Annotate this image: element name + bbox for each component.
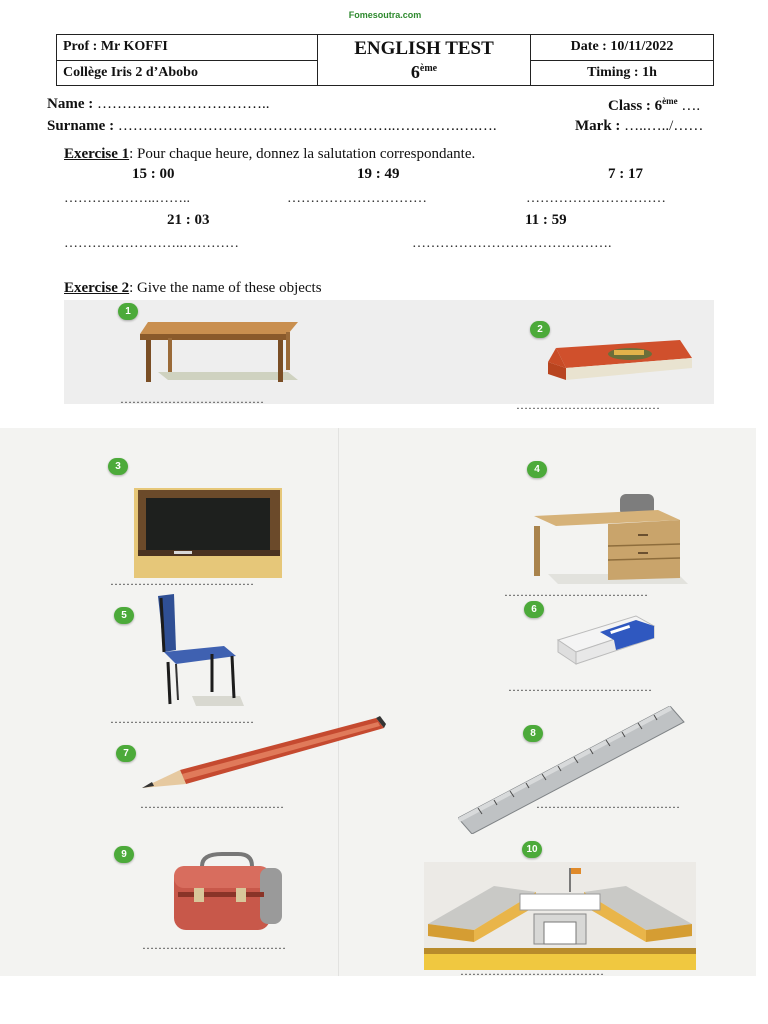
item-answer-line[interactable]: ……………………………… — [120, 392, 264, 406]
time-4: 21 : 03 — [167, 212, 210, 228]
item-number-badge: 6 — [524, 601, 544, 618]
item-answer-line[interactable]: ……………………………… — [110, 712, 254, 726]
answer-line-1[interactable]: ………………..…….. — [64, 191, 190, 206]
time-2: 19 : 49 — [357, 166, 400, 182]
test-title: ENGLISH TEST — [354, 37, 494, 59]
item-answer-line[interactable]: ……………………………… — [110, 574, 254, 588]
chair-icon — [152, 592, 244, 708]
mark-dots: …..…../…… — [624, 118, 704, 134]
title-cell — [318, 35, 531, 86]
table-icon — [138, 318, 302, 384]
name-field[interactable] — [47, 96, 269, 113]
answer-line-5[interactable]: ……………………………………. — [412, 236, 612, 251]
panel-fold-line — [338, 428, 339, 976]
item-answer-line[interactable]: ……………………………… — [516, 398, 660, 412]
exercise2-heading — [64, 280, 322, 297]
item-answer-line[interactable]: ……………………………… — [140, 797, 284, 811]
exercise2-instruction: : Give the name of these objects — [129, 280, 322, 296]
time-3: 7 : 17 — [608, 166, 643, 182]
surname-field[interactable] — [47, 118, 497, 135]
eraser-icon — [556, 614, 656, 666]
desk-icon — [528, 490, 688, 584]
item-number-badge: 4 — [527, 461, 547, 478]
item-answer-line[interactable]: ……………………………… — [460, 964, 604, 978]
surname-label: Surname : — [47, 118, 115, 134]
name-dots: …………………………….. — [96, 96, 270, 112]
prof-cell: Prof : Mr KOFFI — [57, 35, 318, 61]
item-number-badge: 7 — [116, 745, 136, 762]
item-number-badge: 9 — [114, 846, 134, 863]
mark-label: Mark : — [575, 118, 621, 134]
exercise1-instruction: : Pour chaque heure, donnez la salutation correspondante. — [129, 146, 476, 162]
school-bag-icon — [172, 852, 286, 932]
answer-line-3[interactable]: ………………………… — [526, 191, 666, 206]
exercise2-label: Exercise 2 — [64, 280, 130, 296]
ruler-icon — [458, 706, 686, 834]
class-field[interactable] — [608, 96, 700, 115]
time-1: 15 : 00 — [132, 166, 175, 182]
item-number-badge: 10 — [522, 841, 542, 858]
timing-cell: Timing : 1h — [531, 60, 714, 86]
mark-field[interactable] — [575, 118, 703, 135]
surname-dots: ………………………………………………..………….….…. — [117, 118, 497, 134]
logo-brand: Fomesoutra.com — [348, 10, 422, 20]
exercise1-heading — [64, 146, 475, 163]
site-logo — [340, 10, 430, 32]
answer-line-2[interactable]: ………………………… — [287, 191, 427, 206]
item-answer-line[interactable]: ……………………………… — [536, 797, 680, 811]
item-number-badge: 8 — [523, 725, 543, 742]
date-cell: Date : 10/11/2022 — [531, 35, 714, 61]
item-answer-line[interactable]: ……………………………… — [142, 938, 286, 952]
blackboard-icon — [134, 488, 282, 578]
exercise1-label: Exercise 1 — [64, 146, 130, 162]
school-cell: Collège Iris 2 d’Abobo — [57, 60, 318, 86]
header-table — [56, 34, 714, 86]
answer-line-4[interactable]: ……………………..………… — [64, 236, 239, 251]
item-number-badge: 2 — [530, 321, 550, 338]
class-label: Class : 6ème — [608, 96, 678, 114]
item-answer-line[interactable]: ……………………………… — [504, 585, 648, 599]
item-number-badge: 1 — [118, 303, 138, 320]
name-label: Name : — [47, 96, 94, 112]
item-number-badge: 5 — [114, 607, 134, 624]
grade-label: 6ème — [410, 61, 438, 82]
book-icon — [544, 338, 694, 384]
school-building-icon — [424, 862, 696, 970]
item-number-badge: 3 — [108, 458, 128, 475]
time-5: 11 : 59 — [525, 212, 567, 228]
class-dots: …. — [681, 98, 701, 114]
pencil-icon — [140, 714, 388, 794]
item-answer-line[interactable]: ……………………………… — [508, 680, 652, 694]
